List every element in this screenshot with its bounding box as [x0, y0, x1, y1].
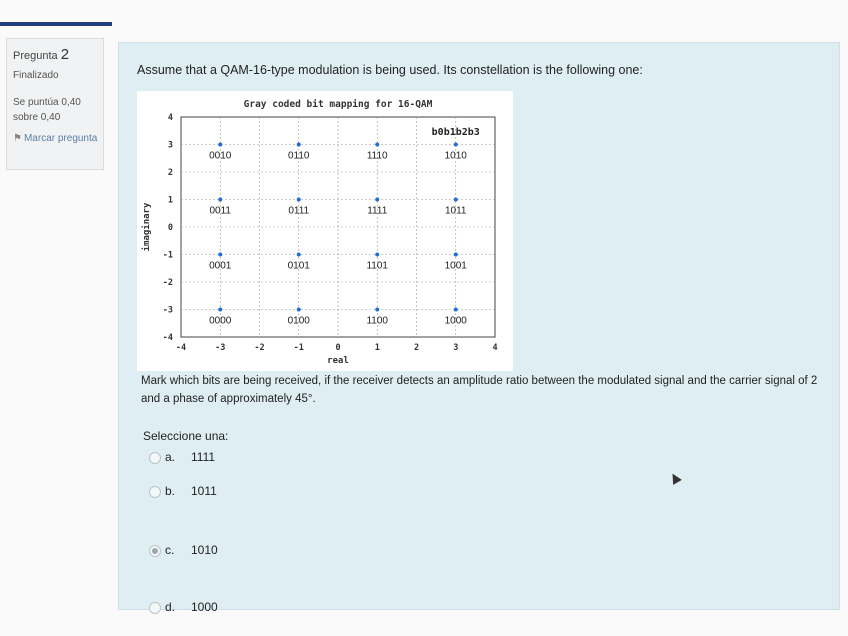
constellation-point-label: 1011	[444, 205, 467, 217]
constellation-point-label: 1000	[444, 315, 467, 327]
y-tick-label: 1	[167, 195, 173, 206]
constellation-point-label: 0101	[287, 260, 310, 272]
constellation-point-label: 0100	[287, 315, 310, 327]
constellation-point	[297, 143, 301, 147]
constellation-point-label: 1010	[444, 150, 467, 162]
constellation-point	[375, 198, 379, 202]
constellation-point	[218, 308, 222, 312]
constellation-point	[454, 143, 458, 147]
y-tick-label: 2	[167, 168, 173, 178]
constellation-point-label: 1111	[367, 205, 388, 217]
option-b-radio[interactable]	[149, 486, 161, 498]
constellation-point-label: 0000	[209, 315, 232, 327]
question-content	[118, 42, 840, 614]
constellation-point	[218, 253, 222, 257]
y-tick-label: 4	[167, 113, 173, 123]
x-tick-label: 4	[492, 343, 498, 353]
constellation-point	[454, 308, 458, 312]
option-a-letter: a.	[165, 450, 176, 464]
option-d[interactable]	[149, 600, 218, 614]
option-a-value: 1111	[191, 450, 216, 464]
y-tick-label: -1	[162, 250, 173, 261]
constellation-point	[454, 253, 458, 257]
constellation-point-label: 1101	[366, 260, 389, 272]
constellation-point-label: 0011	[209, 205, 232, 217]
constellation-point	[375, 308, 379, 312]
question-number: 2	[60, 46, 70, 63]
y-tick-label: 3	[167, 140, 173, 151]
option-d-value: 1000	[191, 600, 218, 614]
question-score: Se puntúa 0,40 sobre 0,40	[13, 97, 81, 123]
y-tick-label: 0	[167, 223, 173, 233]
option-d-radio[interactable]	[149, 602, 161, 614]
constellation-point-label: 1001	[444, 260, 467, 272]
option-c-value: 1010	[191, 543, 218, 557]
option-a[interactable]	[149, 450, 215, 464]
select-one-label: Seleccione una:	[143, 429, 229, 443]
flag-icon: ⚑	[13, 133, 22, 144]
constellation-point-label: 0001	[209, 260, 232, 272]
x-tick-label: -2	[254, 343, 265, 353]
option-a-radio[interactable]	[149, 452, 161, 464]
option-c-letter: c.	[165, 543, 175, 557]
question-text-2: Mark which bits are being received, if the receiver detects an amplitude ratio between the modulated signal and the carrier signal of 2 and a phase of approximately 45°.	[141, 375, 818, 405]
question-text: Assume that a QAM-16-type modulation is being used. Its constellation is the following one:	[137, 63, 643, 77]
x-axis-label: real	[327, 356, 349, 366]
constellation-plot	[137, 91, 513, 371]
question-label-text: Pregunta	[13, 50, 58, 62]
constellation-point	[375, 253, 379, 257]
y-tick-label: -2	[162, 278, 173, 288]
y-axis-label: imaginary	[142, 202, 152, 252]
option-d-letter: d.	[165, 600, 176, 614]
flag-question-label: Marcar pregunta	[23, 133, 98, 144]
y-tick-label: -3	[162, 305, 173, 316]
flag-question-link[interactable]	[13, 131, 101, 146]
constellation-point-label: 1100	[366, 315, 389, 327]
x-tick-label: -4	[175, 343, 187, 353]
option-b-value: 1011	[191, 484, 217, 498]
question-state: Finalizado	[13, 70, 59, 81]
x-tick-label: -3	[215, 343, 226, 353]
question-info-panel	[6, 38, 104, 170]
chart-title: Gray coded bit mapping for 16-QAM	[243, 99, 433, 110]
x-tick-label: 2	[413, 343, 420, 353]
constellation-point	[218, 143, 222, 147]
constellation-point-label: 0010	[209, 150, 232, 162]
constellation-point	[375, 143, 379, 147]
option-b[interactable]	[149, 484, 217, 498]
constellation-point	[297, 198, 301, 202]
constellation-point-label: 0110	[287, 150, 310, 162]
constellation-point-label: 1110	[366, 150, 388, 162]
constellation-point	[297, 308, 301, 312]
x-tick-label: 3	[453, 343, 459, 353]
x-tick-label: -1	[293, 343, 304, 353]
constellation-point	[218, 198, 222, 202]
constellation-point	[454, 198, 458, 202]
bit-order-annotation: b0b1b2b3	[431, 126, 480, 138]
y-tick-label: -4	[162, 333, 173, 343]
x-tick-label: 0	[335, 343, 341, 353]
option-c-radio[interactable]	[149, 545, 161, 557]
constellation-point-label: 0111	[288, 205, 310, 217]
x-tick-label: 1	[374, 343, 380, 353]
option-b-letter: b.	[165, 484, 176, 498]
constellation-point	[297, 253, 301, 257]
top-nav-bar	[0, 22, 112, 26]
constellation-svg	[137, 91, 513, 371]
option-c[interactable]	[149, 543, 218, 557]
question-label	[13, 46, 69, 63]
